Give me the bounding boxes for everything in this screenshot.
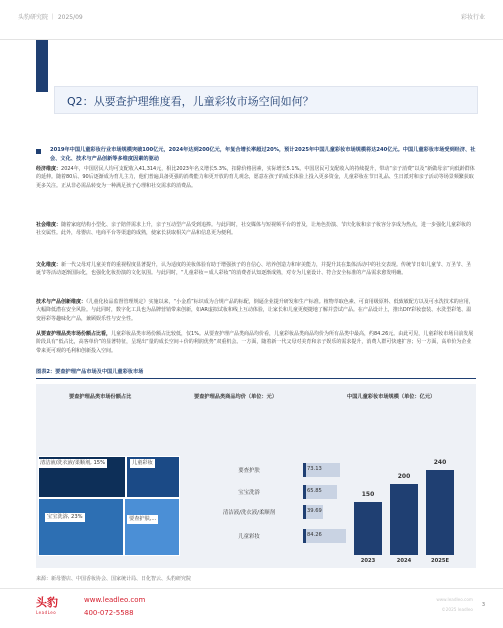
paragraph-body: 随着家庭结构小型化、亲子陪伴需求上升，亲子互动型产品受到追捧。与此同时，社交媒体与短视频平台的普及，让角色扮演、节庆化妆和亲子妆容分享成为热点，进一步强化儿童彩妆的社交属性。此外，母婴店、电商平台等渠道的成熟，使家长获取相关产品和信息更为便利。 [36, 222, 472, 237]
paragraph-culture [36, 261, 476, 278]
bullet-icon [36, 149, 41, 154]
question-title: Q2：从要查护理维度看，儿童彩妆市场空间如何？ [67, 95, 314, 108]
vbar-bar [426, 470, 454, 555]
hbar-value-label: 73.13 [307, 466, 322, 472]
summary-text: 2019年中国儿童彩妆行业市场规模突破100亿元，2024年达到200亿元，年复合增长率超过20%，预计2025年中国儿童彩妆市场规模将达240亿元。中国儿童彩妆市场受到经济、社会、文化、技术与产品创新等多维度因素的驱动 [50, 147, 476, 162]
leadleo-logo [36, 594, 80, 622]
paragraph-body: 《儿童化妆品监督管理规定》实施以来，“小金盾”标识成为合规产品的标配，倒逼企业提升研发和生产标准。植物萃取色素、可食用级原料、低致敏配方以及可水洗技术的应用，大幅降低潜在安全风险。与此同时，数字化工具也为品牌营销带来创新，如AR虚拟试妆和线上互动体验，让家长和儿童更便捷地了解并尝试产品。在产品设计上，推出DIY彩妆套装、水洗型彩笔、温变唇彩等趣味化产品，兼顾娱乐性与安全性。 [36, 299, 474, 322]
accent-block [36, 40, 48, 92]
paragraph-body: 新一代父母对儿童美育的重视程度显著提升，认为适度的美妆体验有助于增强孩子的自信心、培养创造力和审美能力，并提升其在集体活动中的社交表现。传统节日如儿童节、万圣节、圣诞节等活动逐渐国际化，也强化化妆扮演的文化氛围。与此同时，“儿童彩妆＝成人彩妆”的消费者认知逐渐成熟，对专为儿童设计、符合安全标准的产品需求愈发明确。 [36, 262, 472, 277]
phone-number: 400-072-5588 [84, 609, 134, 617]
paragraph-heading: 技术与产品创新维度： [36, 299, 87, 305]
vbar-bar [354, 502, 382, 555]
hbar-value-label: 84.26 [307, 532, 322, 538]
footer-divider [0, 588, 503, 589]
paragraph-heading: 社会维度： [36, 222, 62, 228]
hbar-value-label: 65.85 [307, 488, 322, 494]
treemap-cell-kids-makeup [126, 456, 180, 498]
figure-source: 来源：新母婴店、中国香妆协会、国家统计局、日化智云、头豹研究院 [36, 576, 192, 582]
figure-divider [36, 378, 476, 379]
hbar-category-label: 清洁液/洗衣液/柔顺剂 [222, 510, 276, 516]
footer-website-note: www.leadleo.com [436, 597, 473, 602]
treemap-cell-skin-care [124, 498, 180, 556]
treemap-label: 清洁液/洗衣液/柔顺剂, 15% [40, 460, 106, 466]
website-link[interactable]: www.leadleo.com [84, 596, 146, 604]
vbar-bar [390, 484, 418, 555]
top-header [0, 0, 503, 40]
logo-main-text: 头豹 [36, 596, 58, 609]
summary-bullet [36, 146, 476, 163]
treemap-label: 宝宝洗浴, 23% [47, 514, 83, 520]
figure-title: 图表2：要查护理产品市场及中国儿童彩妆市场 [36, 369, 144, 375]
paragraph-heading: 从要查护理品类市场份额占比看， [36, 331, 112, 337]
treemap-label: 要查护肤,... [129, 516, 157, 522]
treemap-cell-baby-bath [38, 498, 124, 556]
paragraph-heading: 经济维度： [36, 166, 62, 172]
hbar-value-label: 39.69 [307, 508, 322, 514]
hbar-bar-fill [303, 529, 306, 543]
industry-tag: 彩妆行业 [460, 14, 485, 21]
page-number: 3 [481, 602, 485, 608]
report-date: 头豹研究院 ｜ 2025/09 [18, 14, 83, 21]
paragraph-technology [36, 298, 476, 323]
vbar-value-label: 200 [397, 473, 411, 481]
avg-price-chart-title: 要查护理品类商品均价（单位：元） [194, 394, 278, 400]
question-box [54, 86, 478, 114]
hbar-bar-fill [303, 485, 306, 499]
hbar-category-label: 要查护肤 [238, 468, 260, 474]
vbar-value-label: 150 [361, 490, 375, 498]
treemap-label: 儿童彩妆 [132, 460, 153, 466]
paragraph-body: 儿童彩妆品类市场份额占比较低，仅1%。从要查护理产品类商品均价看，儿童彩妆品类商品均价为所有品类中最高，约84.26元。由此可见，儿童彩妆市场目前发展阶段具有“低占比，高客单价”的显著特征，呈现出“量的成长空间＋价的利润优势”双重机会。一方面，随着新一代父母对美育和亲子娱乐的需求提升，消费人群可快速扩容；另一方面，高单价为企业带来更可观的毛利和创新投入空间。 [36, 331, 474, 354]
treemap-cell-cleaning [38, 456, 126, 498]
market-size-chart-title: 中国儿童彩妆市场规模（单位：亿元） [347, 394, 436, 400]
paragraph-heading: 文化维度： [36, 262, 62, 268]
paragraph-society [36, 221, 476, 238]
hbar-category-label: 儿童彩妆 [238, 534, 260, 540]
hbar-category-label: 宝宝洗浴 [238, 490, 260, 496]
hbar-bar-fill [303, 505, 306, 519]
vbar-category-label: 2024 [396, 558, 412, 564]
paragraph-body: 2024年，中国居民人均可支配收入41,314元，相比2023年名义增长5.3%，扣除价格因素，实际增长5.1%。中国居民可支配收入的持续提升，带动“亲子消费”以及“新做母亲”向低龄群体的延伸。随着80后、90后逐渐成为育儿主力，他们普遍具备更强的消费能力和更开放的育儿观念，愿意在孩子的成长体验上投入更多资金，儿童彩妆在节日礼品、生日派对和亲子活动等场景频繁获取更多关注。正从非必需品转变为一种满足孩子心理和社交需求的消费品。 [36, 166, 475, 189]
vbar-category-label: 2025E [431, 558, 449, 564]
footer-copyright: ©2025 leadleo [441, 607, 473, 612]
paragraph-economy [36, 165, 476, 190]
treemap-title: 要查护理品类市场份额占比 [69, 394, 132, 400]
paragraph-market-share [36, 330, 476, 355]
vbar-value-label: 240 [433, 459, 447, 467]
logo-sub-text: LeadLeo [36, 610, 57, 615]
hbar-bar-fill [303, 463, 306, 477]
vbar-category-label: 2023 [360, 558, 376, 564]
